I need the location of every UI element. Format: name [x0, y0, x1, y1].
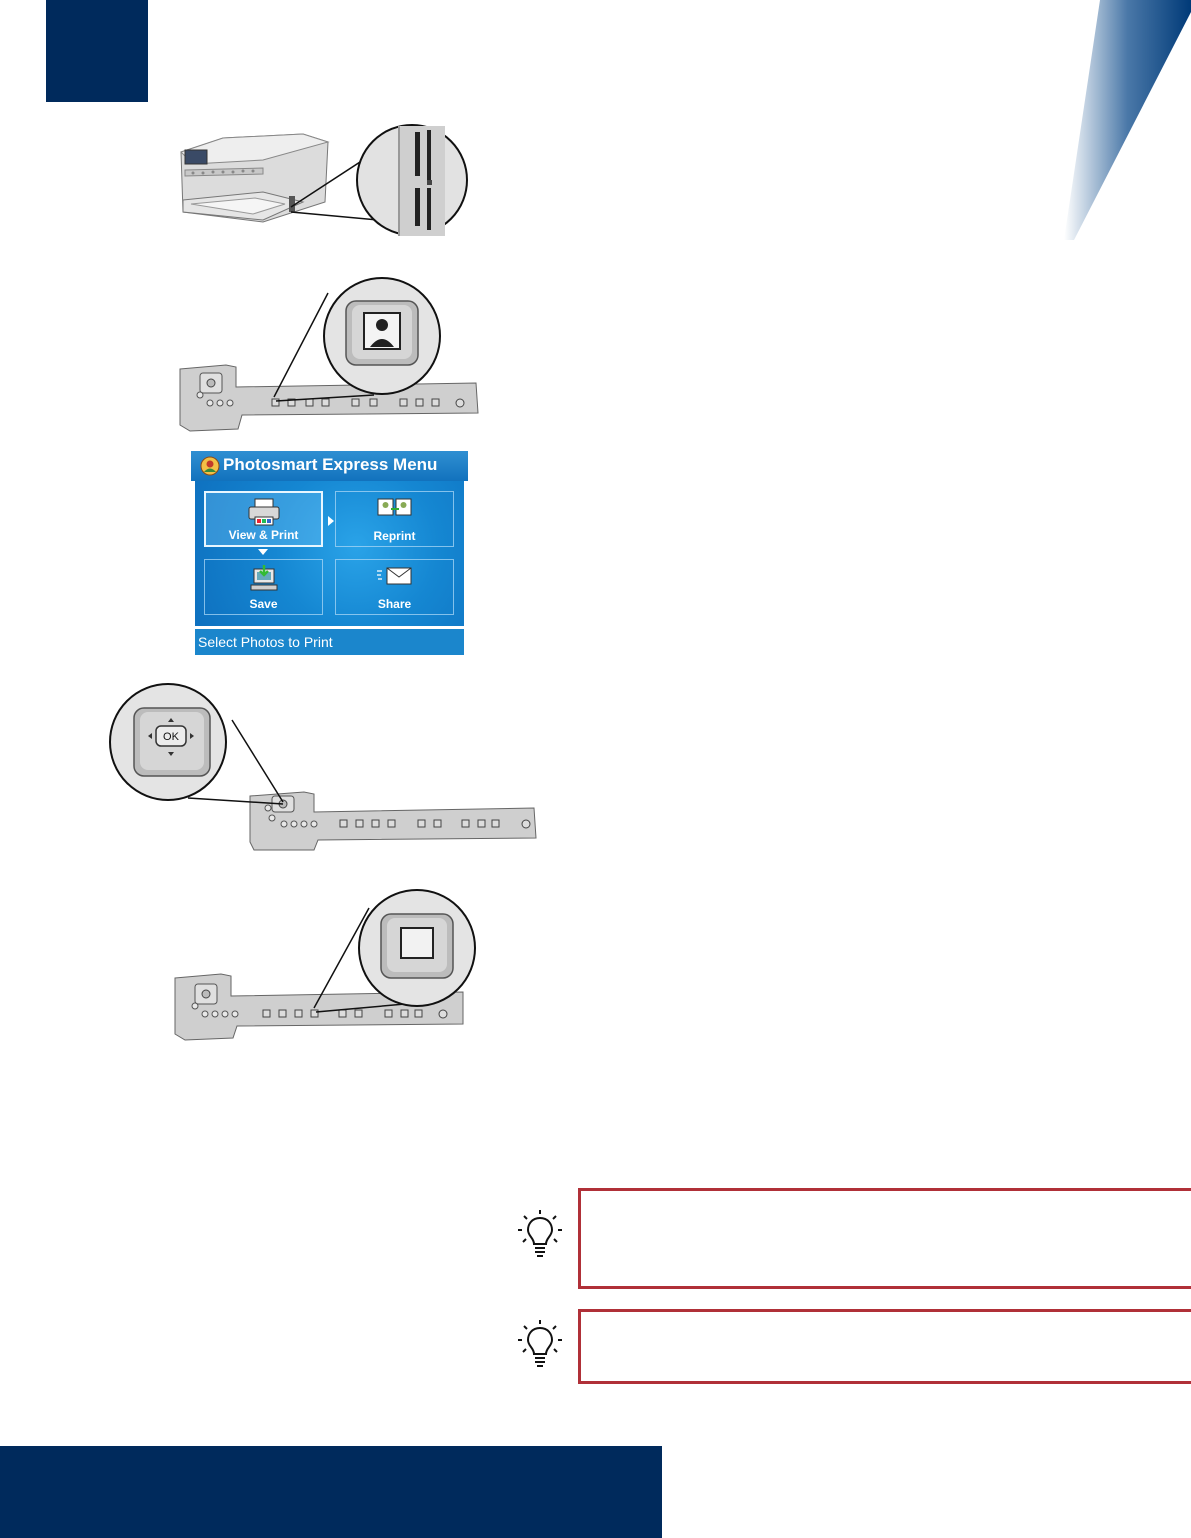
control-panel-print-button	[173, 888, 479, 1042]
tip-box	[578, 1188, 1191, 1289]
menu-panel	[195, 481, 464, 626]
tile-label: Share	[377, 597, 412, 611]
printer-icon	[247, 498, 281, 526]
menu-title: Photosmart Express Menu	[223, 455, 438, 474]
computer-save-icon	[248, 565, 280, 595]
lightbulb-icon	[518, 1320, 562, 1368]
diagonal-rule	[1062, 0, 1191, 240]
tile-share[interactable]	[335, 559, 454, 615]
photos-icon	[377, 497, 413, 519]
tile-label: Save	[249, 597, 278, 611]
printer-memory-card-illustration	[163, 112, 469, 244]
photosmart-logo-icon	[200, 456, 220, 476]
menu-title-bar	[191, 451, 468, 481]
envelope-icon	[375, 565, 415, 587]
tile-view-print[interactable]	[204, 491, 323, 547]
arrow-down-icon	[258, 549, 268, 555]
tile-reprint[interactable]	[335, 491, 454, 547]
footer-bar	[0, 1446, 662, 1538]
lightbulb-icon	[518, 1210, 562, 1258]
tile-label: Reprint	[373, 529, 416, 543]
photosmart-express-menu-screen	[191, 451, 468, 655]
arrow-right-icon	[328, 516, 334, 526]
ok-button-label: OK	[163, 731, 179, 743]
control-panel-photosmart-express-button	[178, 275, 480, 433]
tile-label: View & Print	[228, 528, 299, 542]
section-number-block	[46, 0, 148, 102]
menu-status-bar: Select Photos to Print	[195, 629, 464, 655]
tip-box	[578, 1309, 1191, 1384]
control-panel-ok-arrows	[108, 682, 538, 852]
tile-save[interactable]	[204, 559, 323, 615]
